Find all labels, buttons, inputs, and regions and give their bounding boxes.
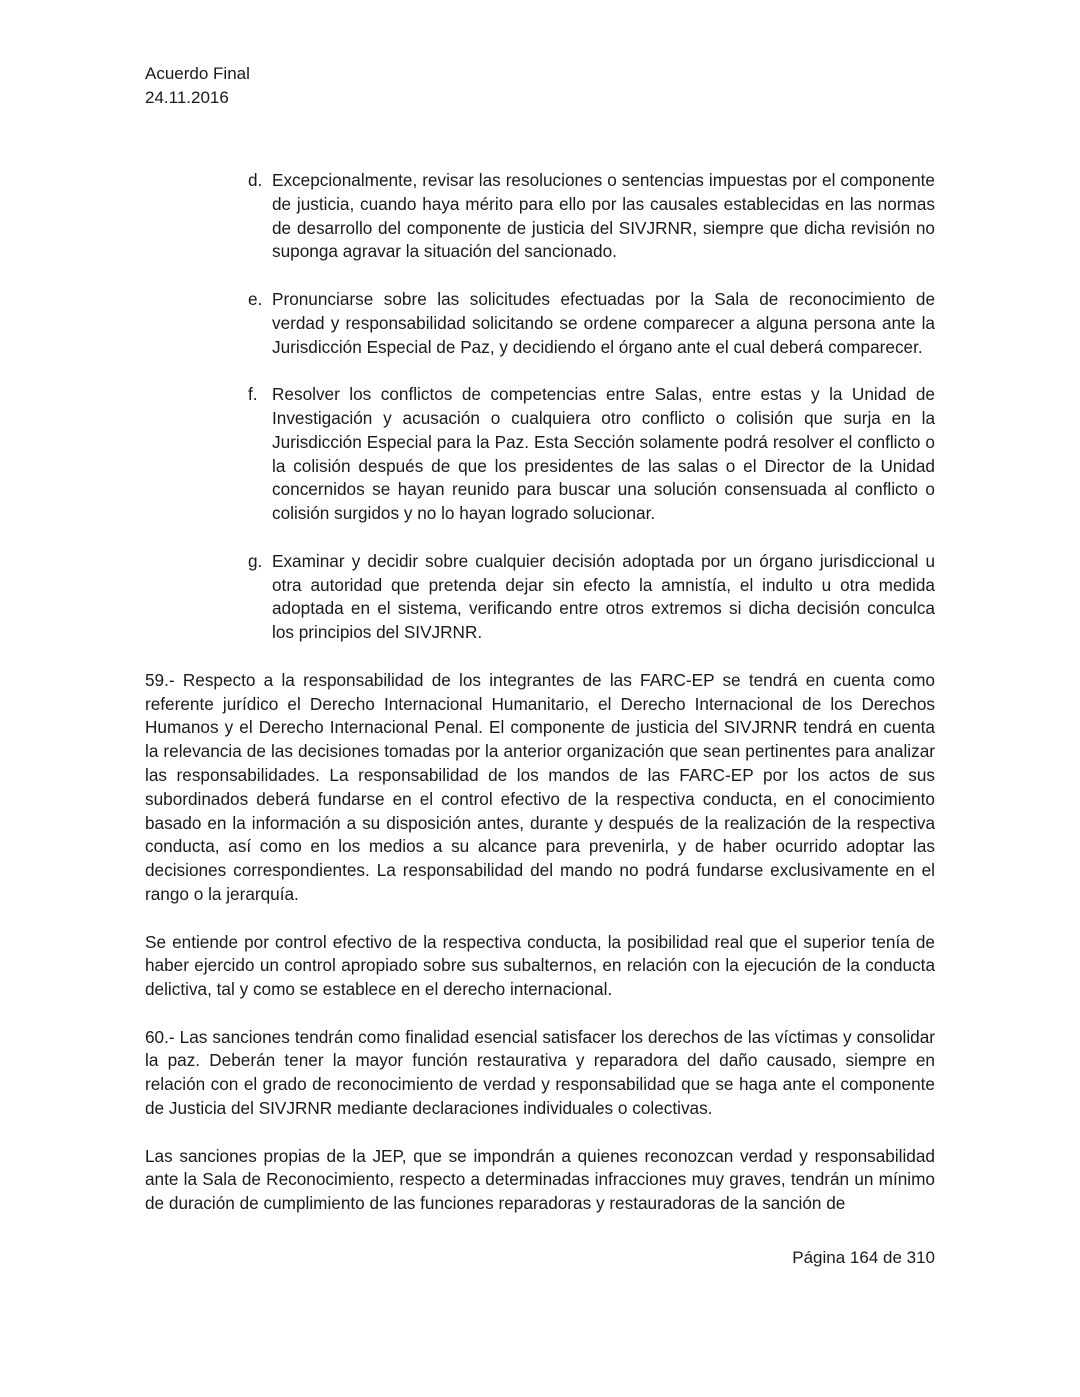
paragraph-60: 60.- Las sanciones tendrán como finalidad esencial satisfacer los derechos de las víctimas y consolidar la paz. Deberán tener la mayor función restaurativa y reparadora del daño causado, siempre en relación con el grado de reconocimiento de verdad y responsabilidad que se haga ante el componente de Justicia del SIVJRNR mediante declaraciones individuales o colectivas. <box>145 1026 935 1119</box>
list-item-letter: d. <box>248 170 263 190</box>
list-item-d <box>145 169 935 264</box>
list-item-letter: g. <box>248 550 263 571</box>
page-number: Página 164 de 310 <box>792 1248 935 1267</box>
list-item-g <box>145 550 935 645</box>
paragraph-59: 59.- Respecto a la responsabilidad de los integrantes de las FARC-EP se tendrá en cuenta como referente jurídico el Derecho Internacional Humanitario, el Derecho Internacional de los Derechos Humanos y el Derecho Internacional Penal. El componente de justicia del SIVJRNR tendrá en cuenta la relevancia de las decisiones tomadas por la anterior organización que sean pertinentes para analizar las responsabilidades. La responsabilidad de los mandos de las FARC-EP por los actos de sus subordinados deberá fundarse en el control efectivo de la respectiva conducta, en el conocimiento basado en la información a su disposición antes, durante y después de la realización de la respectiva conducta, así como en los medios a su alcance para prevenirla, y de haber ocurrido adoptar las decisiones correspondientes. La responsabilidad del mando no podrá fundarse exclusivamente en el rango o la jerarquía. <box>145 669 935 904</box>
document-title: Acuerdo Final <box>145 64 250 83</box>
list-item-e <box>145 288 935 359</box>
list-item-text: Examinar y decidir sobre cualquier decisión adoptada por un órgano jurisdiccional u otra autoridad que pretenda dejar sin efecto la amnistía, el indulto u otra medida adoptada en el sistema, verificando entre otros extremos si dicha decisión conculca los principios del SIVJRNR. <box>272 550 935 643</box>
paragraph-sanciones-propias: Las sanciones propias de la JEP, que se impondrán a quienes reconozcan verdad y responsabilidad ante la Sala de Reconocimiento, respecto a determinadas infracciones muy graves, tendrán un mínimo de duración de cumplimiento de las funciones reparadoras y restauradoras de la sanción de <box>145 1145 935 1214</box>
document-date: 24.11.2016 <box>145 88 229 107</box>
page-body <box>145 169 935 1216</box>
list-item-letter: f. <box>248 384 258 405</box>
lettered-list <box>145 169 935 645</box>
list-item-text: Excepcionalmente, revisar las resoluciones o sentencias impuestas por el componente de justicia, cuando haya mérito para ello por las causales establecidas en las normas de desarrollo del componente de justicia del SIVJRNR, siempre que dicha revisión no suponga agravar la situación del sancionado. <box>272 170 935 262</box>
page-header <box>145 62 250 110</box>
list-item-f <box>145 383 935 526</box>
list-item-text: Pronunciarse sobre las solicitudes efectuadas por la Sala de reconocimiento de verdad y responsabilidad solicitando se ordene comparecer a alguna persona ante la Jurisdicción Especial de Paz, y decidiendo el órgano ante el cual deberá comparecer. <box>272 288 935 357</box>
list-item-letter: e. <box>248 288 263 309</box>
paragraph-control-efectivo: Se entiende por control efectivo de la respectiva conducta, la posibilidad real que el superior tenía de haber ejercido un control apropiado sobre sus subalternos, en relación con la ejecución de la conducta delictiva, tal y como se establece en el derecho internacional. <box>145 931 935 1000</box>
list-item-text: Resolver los conflictos de competencias entre Salas, entre estas y la Unidad de Investigación y acusación o cualquiera otro conflicto o colisión que surja en la Jurisdicción Especial para la Paz. Esta Sección solamente podrá resolver el conflicto o la colisión después de que los presidentes de las salas o el Director de la Unidad concernidos se hayan reunido para buscar una solución consensuada al conflicto o colisión surgidos y no lo hayan logrado solucionar. <box>272 384 935 524</box>
